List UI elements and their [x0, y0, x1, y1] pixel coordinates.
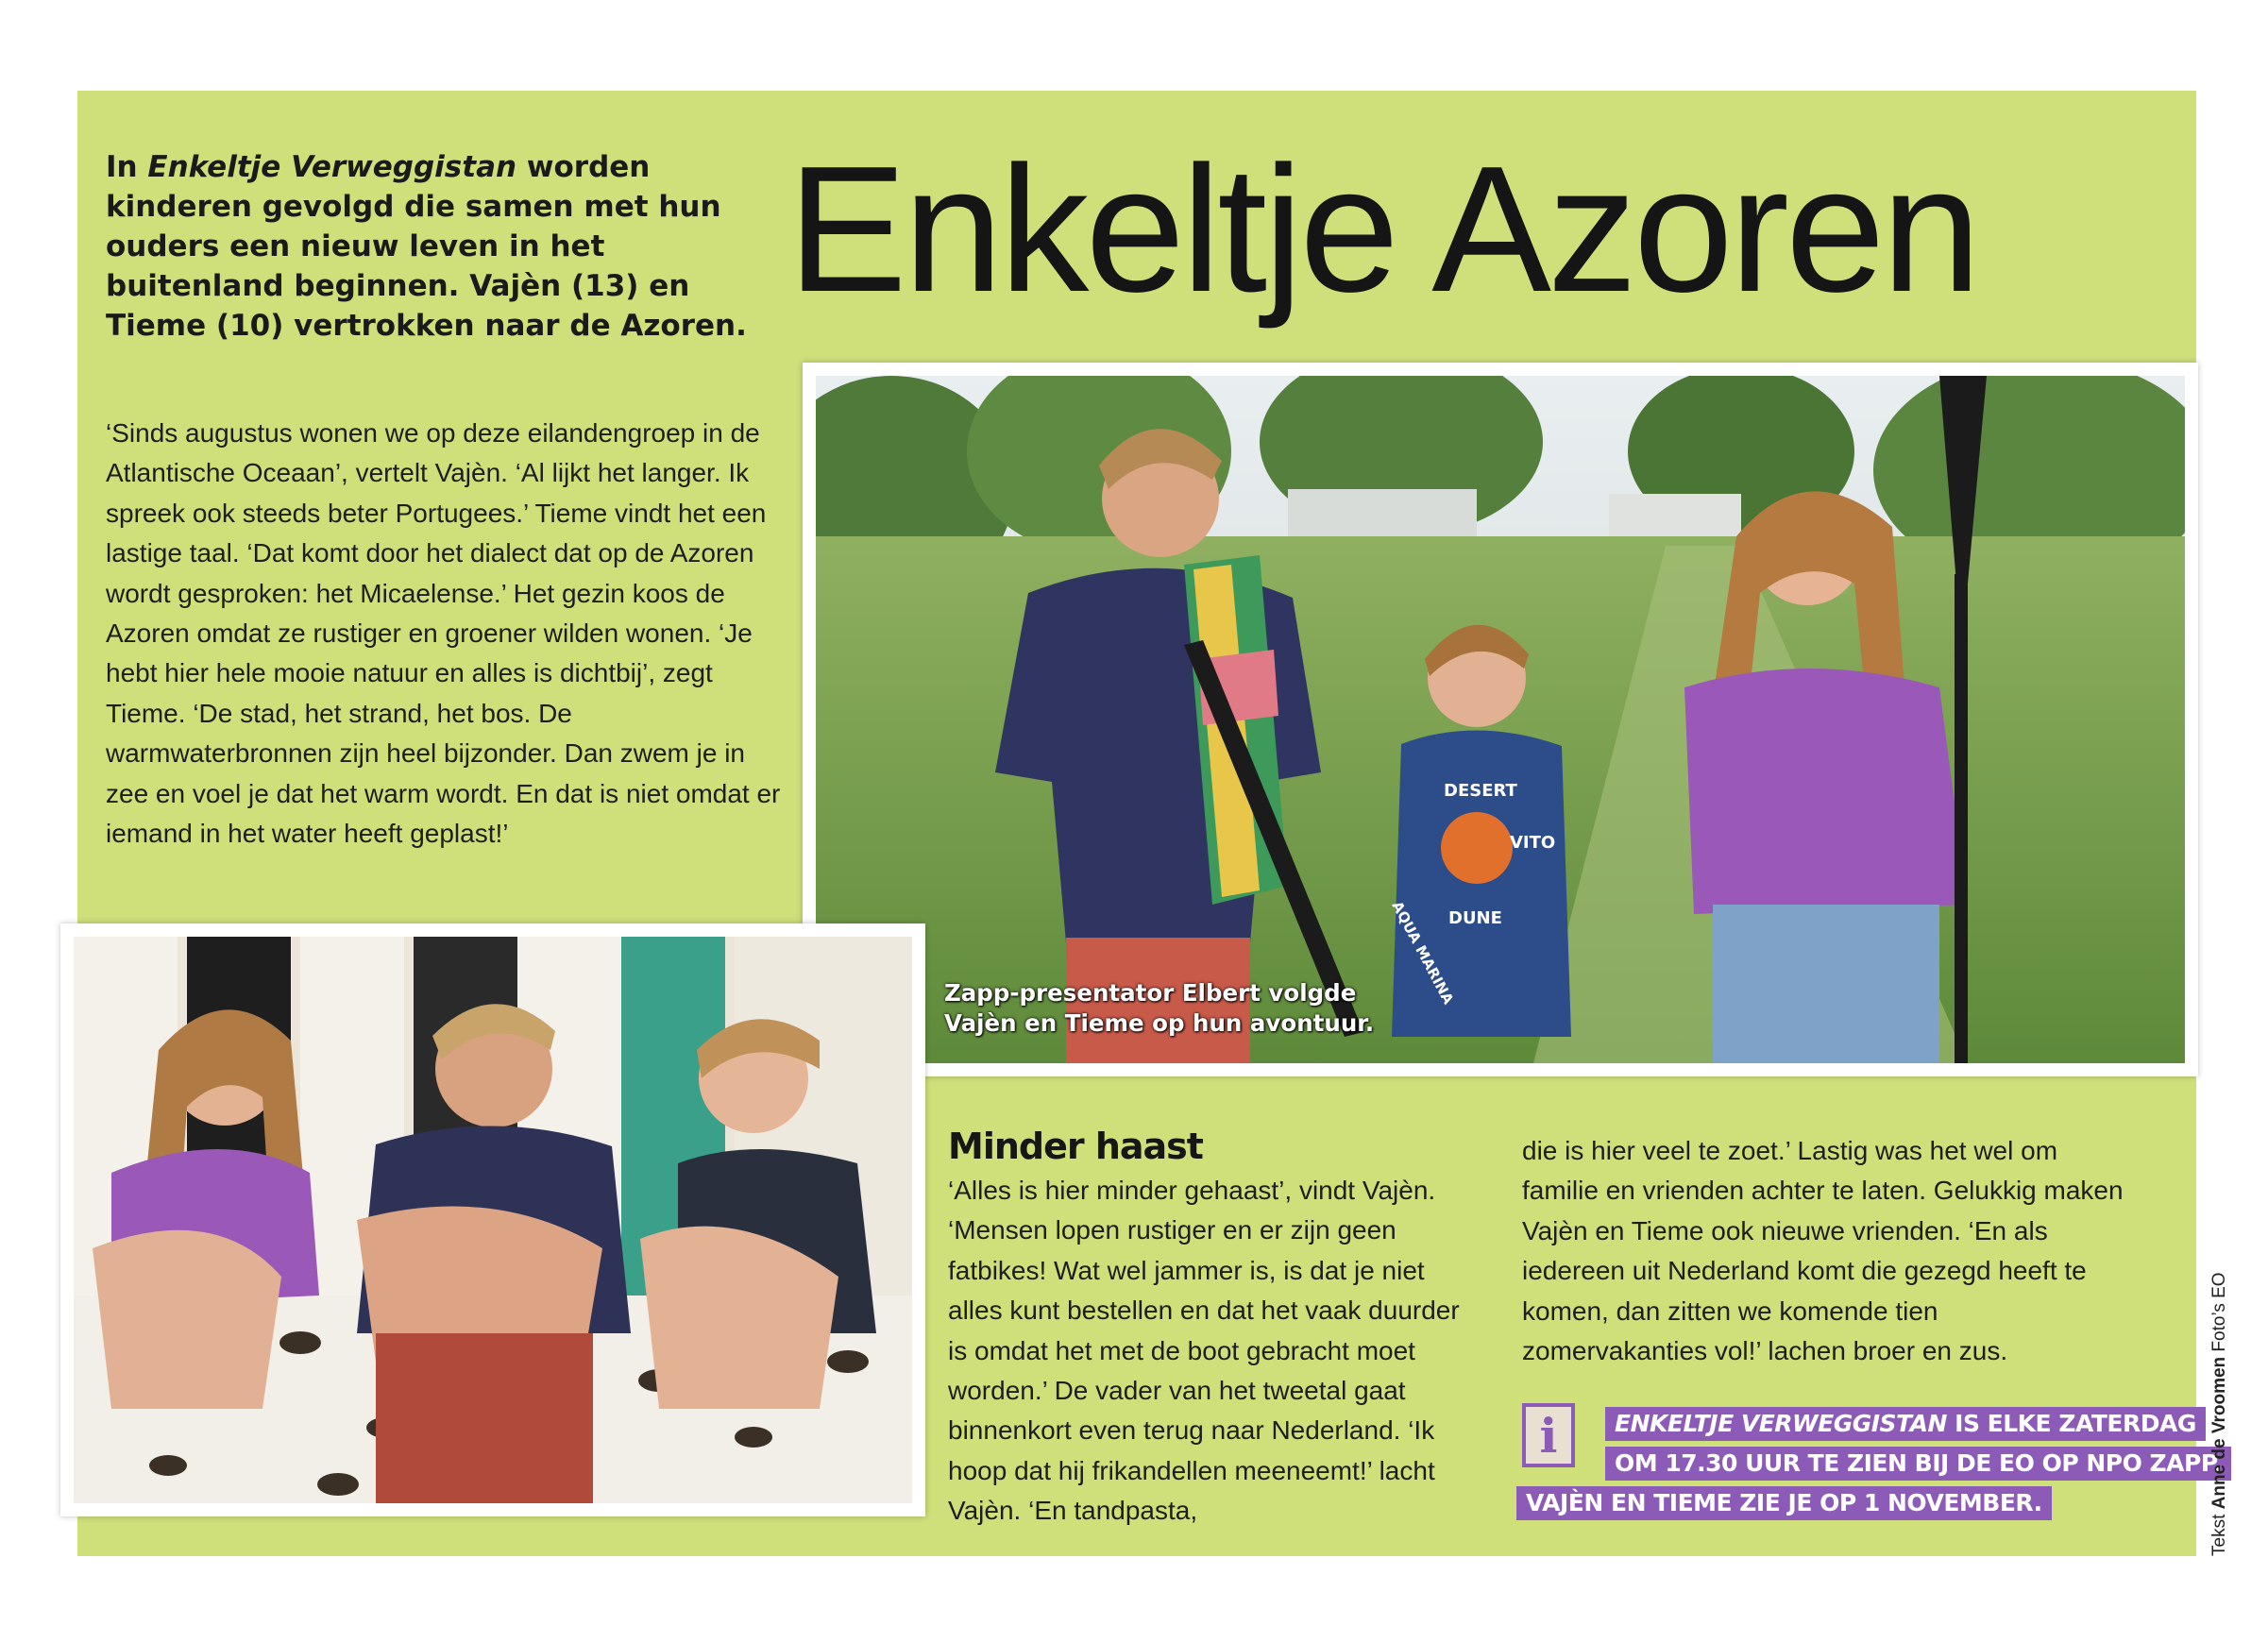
photo-caption: Zapp-presentator Elbert volgde Vajèn en Tieme op hun avontuur.	[944, 979, 1375, 1037]
secondary-photo	[74, 937, 912, 1503]
credit-author: Anne de Vroomen	[2209, 1356, 2229, 1510]
intro-prefix: In	[106, 150, 148, 184]
info-show-name: ENKELTJE VERWEGGISTAN	[1615, 1410, 1947, 1437]
photo-text-credit	[2209, 1272, 2230, 1556]
intro-show-name: Enkeltje Verweggistan	[147, 150, 517, 184]
shirt-name-text: VITO	[1510, 833, 1556, 853]
info-icon	[1522, 1403, 1575, 1467]
body-text-right: die is hier veel te zoet.’ Lastig was het wel om familie en vrienden achter te laten. Gelukkig maken Vajèn en Tieme ook nieuwe vrienden. ‘En als iedereen uit Nederland komt die gezegd heeft te komen, dan zitten we komende tien zomervakanties vol!’ lachen broer en zus.	[1522, 1136, 2124, 1366]
credit-label: Tekst	[2209, 1509, 2229, 1556]
info-line-1	[1605, 1407, 2206, 1441]
shirt-dune-text: DUNE	[1448, 908, 1502, 928]
secondary-photo-frame	[60, 923, 925, 1516]
main-photo	[816, 376, 2185, 1063]
credit-photos: Foto’s EO	[2209, 1272, 2229, 1357]
intro-text: worden kinderen gevolgd die samen met hun ouders een nieuw leven in het buitenland beginnen. Vajèn (13) en Tieme (10) vertrokken naar de Azoren.	[106, 150, 747, 343]
body-text-middle: ‘Alles is hier minder gehaast’, vindt Vajèn. ‘Mensen lopen rustiger en er zijn geen fatbikes! Wat wel jammer is, is dat je niet alles kunt bestellen en dat het vaak duurder is omdat het met de boot gebracht moet worden.’ De vader van het tweetal gaat binnenkort even terug naar Nederland. ‘Ik hoop dat hij frikandellen meeneemt!’ lacht Vajèn. ‘En tandpasta,	[948, 1176, 1460, 1526]
body-text-left: ‘Sinds augustus wonen we op deze eilandengroep in de Atlantische Oceaan’, vertelt Vajèn. ‘Al lijkt het langer. Ik spreek ook steeds beter Portugees.’ Tieme vindt het een lastige taal. ‘Dat komt door het dialect dat op de Azoren wordt gesproken: het Micaelense.’ Het gezin koos de Azoren omdat ze rustiger en groener wilden wonen. ‘Je hebt hier hele mooie natuur en alles is dichtbij’, zegt Tieme. ‘De stad, het strand, het bos. De warmwaterbronnen zijn heel bijzonder. Dan zwem je in zee en voel je dat het warm wordt. En dat is niet omdat er iemand in het water heeft geplast!’	[106, 418, 781, 849]
shirt-brand-text: DESERT	[1444, 781, 1517, 801]
intro-paragraph	[106, 147, 767, 346]
main-photo-frame	[803, 363, 2198, 1076]
info-line-3: VAJÈN EN TIEME ZIE JE OP 1 NOVEMBER.	[1516, 1486, 2052, 1520]
info-icon-letter: i	[1539, 1408, 1558, 1464]
article-title: Enkeltje Azoren	[787, 129, 1978, 330]
info-line-2: OM 17.30 UUR TE ZIEN BIJ DE EO OP NPO ZAPP.	[1605, 1447, 2231, 1481]
section-subhead: Minder haast	[948, 1126, 1203, 1167]
info-line-1-rest: IS ELKE ZATERDAG	[1946, 1410, 2196, 1437]
paddle-text: AQUA MARINA	[1388, 898, 1458, 1008]
